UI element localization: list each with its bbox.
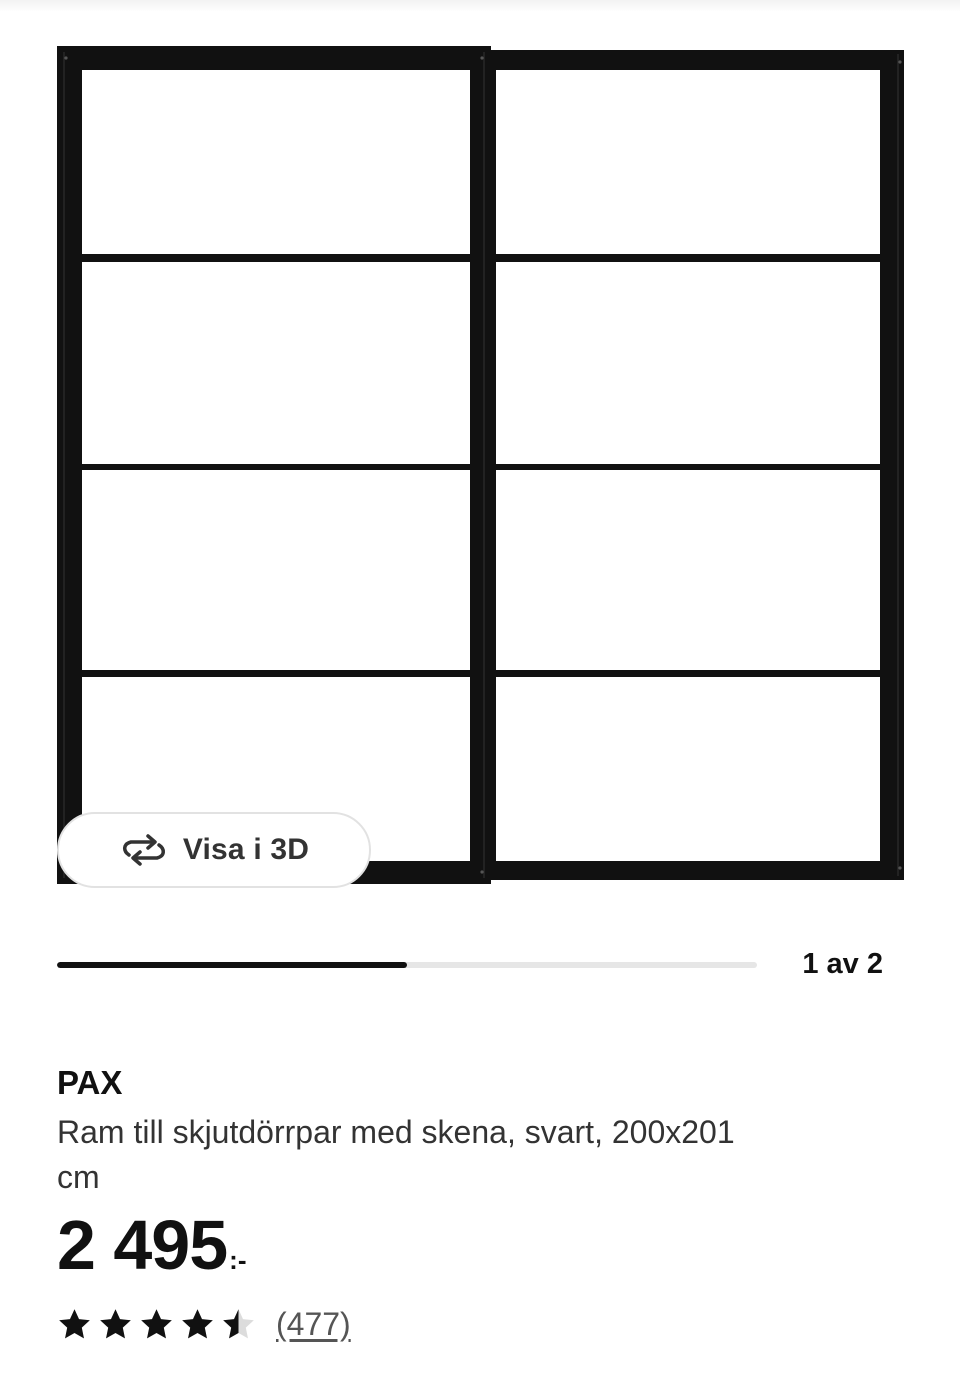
rating-stars (57, 1307, 256, 1342)
right-door-frame (484, 50, 904, 880)
rotate-3d-icon (119, 833, 169, 867)
view-3d-label: Visa i 3D (182, 833, 310, 866)
star-full-icon (98, 1307, 133, 1342)
star-full-icon (57, 1307, 92, 1342)
product-price (57, 1205, 247, 1285)
sliding-door-frames-image (54, 40, 910, 888)
star-half-icon (221, 1307, 256, 1342)
gallery-progress-bar[interactable] (57, 962, 757, 968)
product-rating[interactable] (57, 1302, 351, 1346)
product-description: Ram till skjutdörrpar med skena, svart, 200x201 cm (57, 1114, 735, 1195)
price-amount: 2 495 (57, 1206, 228, 1284)
view-3d-button[interactable] (57, 812, 371, 888)
star-full-icon (139, 1307, 174, 1342)
review-count-link[interactable]: (477) (276, 1305, 351, 1342)
product-name: PAX (57, 1064, 123, 1101)
star-full-icon (180, 1307, 215, 1342)
price-currency-suffix: :- (229, 1245, 247, 1275)
product-image[interactable] (54, 40, 910, 888)
gallery-counter: 1 av 2 (802, 948, 883, 980)
gallery-progress-fill (57, 962, 407, 968)
top-edge-shadow (0, 0, 960, 12)
